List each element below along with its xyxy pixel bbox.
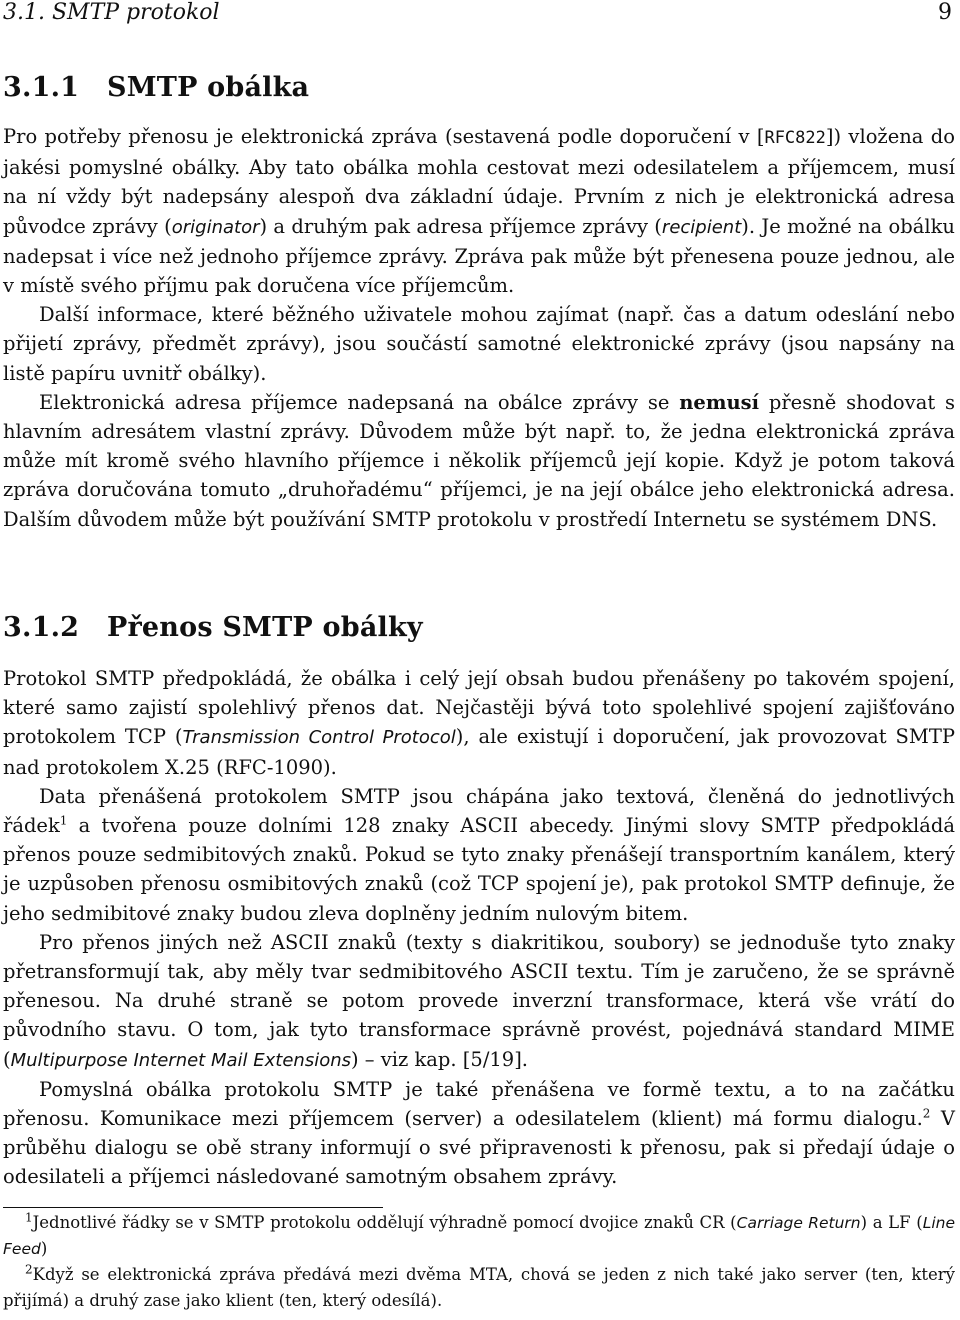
running-header-title: 3.1. SMTP protokol	[3, 0, 220, 25]
footnote-mark: 2	[25, 1262, 33, 1277]
paragraph: Další informace, které běžného uživatele mohou zajímat (např. čas a datum odeslání nebo přijetí zprávy, předmět zprávy), jsou součástí samotné elektronické zprávy (jsou napsány na listě papíru uvnitř obálky).	[3, 303, 955, 385]
section-title: SMTP obálka	[107, 72, 310, 103]
footnotes	[3, 1207, 955, 1314]
section-number: 3.1.2	[3, 612, 80, 643]
footnote-1: $^1$Jednotlivé řádky se v SMTP protokolu oddělují výhradně pomocí dvojice znaků CR (Carriage Return) a LF (Line Feed)	[3, 1210, 955, 1258]
paragraph: Pro potřeby přenosu je elektronická zpráva (sestavená podle doporučení v [RFC822]) vložena do jakési pomyslné obálky. Aby tato obálka mohla cestovat mezi odesilatelem a příjemcem, musí na ní vždy být nadepsány alespoň dva základní údaje. Prvním z nich je elektronická adresa původce zprávy (originator) a druhým pak adresa příjemce zprávy (recipient). Je možné na obálku nadepsat i více než jednoho příjemce zprávy. Zpráva pak může být přenesena pouze jednou, ale v místě svého příjmu pak doručena více příjemcům.	[3, 125, 955, 298]
emphasis-nemusi: nemusí	[679, 390, 760, 414]
section-heading-3-1-2	[3, 612, 423, 643]
term-recipient: recipient	[661, 216, 742, 238]
section-title: Přenos SMTP obálky	[107, 612, 423, 643]
footnote-2: $^2$Když se elektronická zpráva předává mezi dvěma MTA, chová se jeden z nich také jako server (ten, který přijímá) a druhý zase jako klient (ten, který odesílá).	[3, 1262, 955, 1310]
paragraph: Elektronická adresa příjemce nadepsaná na obálce zprávy se nemusí přesně shodovat s hlavním adresátem vlastní zprávy. Důvodem může být např. to, že jedna elektronická zpráva může mít kromě svého hlavního příjemce i několik příjemců její kopie. Když je potom taková zpráva doručována tomuto „druhořadému“ příjemci, je na její obálce jeho elektronická adresa. Dalším důvodem může být používání SMTP protokolu v prostředí Internetu se systémem DNS.	[3, 390, 955, 531]
section-number: 3.1.1	[3, 72, 80, 103]
term-line-feed: Line Feed	[3, 1214, 955, 1258]
paragraph: Protokol SMTP předpokládá, že obálka i celý její obsah budou přenášeny po takovém spojení, které samo zajistí spolehlivý přenos dat. Nejčastěji bývá toto spolehlivé spojení zajišťováno protokolem TCP (Transmission Control Protocol), ale existují i doporučení, jak provozovat SMTP nad protokolem X.25 (RFC-1090).	[3, 667, 955, 779]
page-number: 9	[938, 0, 952, 25]
footnote-mark: 1	[25, 1210, 33, 1225]
section-heading-3-1-1	[3, 72, 309, 103]
paragraph: Pomyslná obálka protokolu SMTP je také přenášena ve formě textu, a to na začátku přenosu. Komunikace mezi příjemcem (server) a odesilatelem (klient) má formu dialogu.$^2$ V průběhu dialogu se obě strany informují o své připravenosti k přenosu, pak si předají údaje o odesilateli a příjemci následované samotným obsahem zprávy.	[3, 1077, 955, 1189]
term-mime: Multipurpose Internet Mail Extensions	[10, 1049, 351, 1071]
term-tcp: Transmission Control Protocol	[182, 727, 456, 749]
footnote-rule	[3, 1207, 383, 1208]
term-carriage-return: Carriage Return	[736, 1214, 861, 1232]
term-originator: originator	[171, 216, 260, 238]
paragraph: Data přenášená protokolem SMTP jsou chápána jako textová, členěná do jednotlivých řádek$^1$ a tvořena pouze dolními 128 znaky ASCII abecedy. Jinými slovy SMTP předpokládá přenos pouze sedmibitových znaků. Pokud se tyto znaky přenášejí transportním kanálem, který je uzpůsoben přenosu osmibitových znaků (což TCP spojení je), pak protokol SMTP definuje, že jeho sedmibitové znaky budou zleva doplněny jedním nulovým bitem.	[3, 784, 955, 925]
footnote-marker[interactable]: 1	[59, 813, 68, 828]
section-body-3-1-1	[3, 122, 955, 534]
paragraph: Pro přenos jiných než ASCII znaků (texty s diakritikou, soubory) se jednoduše tyto znaky přetransformují tak, aby měly tvar sedmibitového ASCII textu. Tím je zaručeno, že se správně přenesou. Na druhé straně se potom provede inverzní transformace, která vše vrátí do původního stavu. O tom, jak tyto transformace správně provést, pojednává standard MIME (Multipurpose Internet Mail Extensions) – viz kap. [5/19].	[3, 930, 955, 1071]
section-body-3-1-2	[3, 664, 955, 1192]
citation-ref: RFC822	[764, 128, 826, 148]
footnote-marker[interactable]: 2	[922, 1106, 931, 1121]
running-header	[0, 0, 960, 30]
